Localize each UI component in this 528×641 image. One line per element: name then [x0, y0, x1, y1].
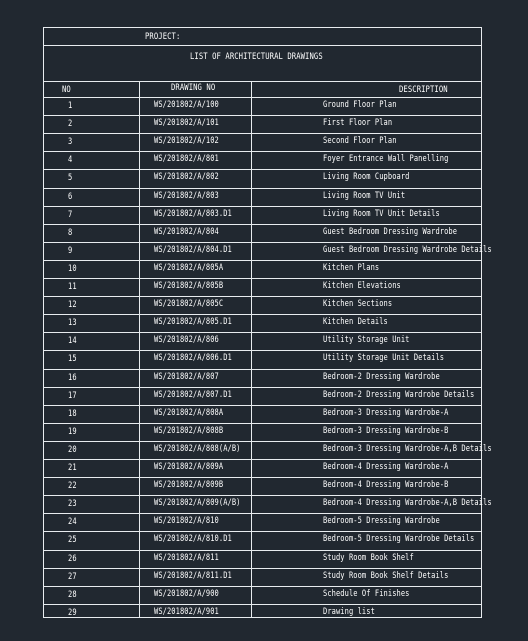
- drawing-number: WS/201802/A/807: [154, 371, 219, 382]
- row-number: 1: [68, 101, 73, 111]
- drawing-number: WS/201802/A/809(A/B): [154, 498, 241, 509]
- drawing-number: WS/201802/A/802: [154, 172, 219, 183]
- drawing-description: Drawing list: [323, 606, 375, 617]
- table-row: [44, 133, 481, 151]
- drawing-number: WS/201802/A/811.D1: [154, 570, 232, 581]
- table-row: [44, 350, 481, 368]
- drawing-description: Bedroom-3 Dressing Wardrobe-B: [323, 425, 449, 436]
- drawing-number: WS/201802/A/804: [154, 226, 219, 237]
- table-row: [44, 169, 481, 187]
- drawing-description: Utility Storage Unit Details: [323, 353, 445, 364]
- table-row: [44, 242, 492, 260]
- drawing-number: WS/201802/A/810.D1: [154, 534, 232, 545]
- row-number: 24: [68, 517, 77, 528]
- drawing-description: Bedroom-4 Dressing Wardrobe-B: [323, 480, 449, 491]
- table-row: [44, 278, 481, 296]
- drawing-description: Guest Bedroom Dressing Wardrobe Details: [323, 244, 492, 255]
- header-divider: [44, 45, 481, 46]
- drawing-description: Foyer Entrance Wall Panelling: [323, 154, 449, 165]
- column-header-description: DESCRIPTION: [399, 85, 448, 95]
- drawing-description: Bedroom-5 Dressing Wardrobe Details: [323, 534, 475, 545]
- row-number: 3: [68, 137, 73, 148]
- row-number: 10: [68, 263, 77, 274]
- row-number: 16: [68, 372, 77, 383]
- row-number: 20: [68, 444, 77, 455]
- drawing-number: WS/201802/A/900: [154, 588, 219, 599]
- table-row: [44, 423, 481, 441]
- row-number: 9: [68, 245, 73, 256]
- table-row: [44, 224, 481, 242]
- drawing-number: WS/201802/A/806.D1: [154, 353, 232, 364]
- drawing-description: Bedroom-3 Dressing Wardrobe-A,B Details: [323, 443, 492, 454]
- table-row: [44, 97, 481, 115]
- drawing-number: WS/201802/A/901: [154, 606, 219, 617]
- row-number: 22: [68, 481, 77, 492]
- drawing-description: Schedule Of Finishes: [323, 588, 410, 599]
- drawing-number: WS/201802/A/102: [154, 136, 219, 147]
- drawing-number: WS/201802/A/810: [154, 516, 219, 527]
- row-number: 15: [68, 354, 77, 365]
- row-number: 13: [68, 318, 77, 329]
- drawing-number: WS/201802/A/808B: [154, 425, 224, 436]
- table-row: [44, 495, 492, 513]
- drawing-number: WS/201802/A/811: [154, 552, 219, 563]
- drawing-description: Kitchen Sections: [323, 299, 393, 310]
- table-row: [44, 206, 481, 224]
- table-row: [44, 568, 481, 586]
- row-number: 14: [68, 336, 77, 347]
- table-row: [44, 115, 481, 133]
- drawing-number: WS/201802/A/806: [154, 335, 219, 346]
- column-header-no: NO: [62, 85, 71, 95]
- row-number: 17: [68, 390, 77, 401]
- table-row: [44, 604, 481, 622]
- drawing-description: Living Room TV Unit: [323, 190, 406, 201]
- drawing-description: Bedroom-2 Dressing Wardrobe Details: [323, 389, 475, 400]
- drawing-number: WS/201802/A/805A: [154, 262, 224, 273]
- drawing-number: WS/201802/A/804.D1: [154, 244, 232, 255]
- row-number: 11: [68, 282, 77, 292]
- drawing-number: WS/201802/A/805B: [154, 281, 224, 291]
- table-row: [44, 459, 481, 477]
- drawing-description: Study Room Book Shelf: [323, 552, 414, 563]
- table-row: [44, 369, 481, 387]
- drawing-description: Living Room TV Unit Details: [323, 208, 440, 219]
- row-number: 26: [68, 553, 77, 564]
- row-number: 29: [68, 607, 77, 618]
- drawing-number: WS/201802/A/803.D1: [154, 208, 232, 219]
- row-number: 27: [68, 571, 77, 582]
- header-divider: [44, 81, 481, 82]
- row-number: 19: [68, 426, 77, 437]
- drawing-description: Kitchen Plans: [323, 262, 380, 273]
- drawing-number: WS/201802/A/803: [154, 190, 219, 201]
- row-number: 6: [68, 191, 73, 202]
- row-number: 23: [68, 499, 77, 510]
- table-row: [44, 513, 481, 531]
- row-number: 21: [68, 463, 77, 473]
- table-row: [44, 296, 481, 314]
- drawing-number: WS/201802/A/809B: [154, 480, 224, 491]
- table-row: [44, 332, 481, 350]
- row-number: 28: [68, 589, 77, 600]
- drawing-description: Study Room Book Shelf Details: [323, 570, 449, 581]
- drawing-number: WS/201802/A/805C: [154, 299, 224, 310]
- row-number: 4: [68, 155, 73, 166]
- table-row: [44, 586, 481, 604]
- table-row: [44, 477, 481, 495]
- drawing-description: Utility Storage Unit: [323, 335, 410, 346]
- drawing-number: WS/201802/A/805.D1: [154, 317, 232, 328]
- page-title: LIST OF ARCHITECTURAL DRAWINGS: [190, 52, 323, 62]
- drawing-number: WS/201802/A/809A: [154, 462, 224, 472]
- table-row: [44, 314, 481, 332]
- drawing-description: Second Floor Plan: [323, 136, 397, 147]
- drawing-description: First Floor Plan: [323, 118, 393, 129]
- drawing-description: Kitchen Details: [323, 317, 388, 328]
- drawing-number: WS/201802/A/101: [154, 118, 219, 129]
- drawing-description: Bedroom-4 Dressing Wardrobe-A: [323, 462, 449, 472]
- row-number: 12: [68, 300, 77, 311]
- table-row: [44, 550, 481, 568]
- drawing-description: Bedroom-3 Dressing Wardrobe-A: [323, 407, 449, 418]
- drawing-number: WS/201802/A/801: [154, 154, 219, 165]
- table-row: [44, 405, 481, 423]
- drawing-description: Guest Bedroom Dressing Wardrobe: [323, 226, 458, 237]
- table-row: [44, 531, 481, 549]
- project-label: PROJECT:: [145, 32, 181, 42]
- drawing-number: WS/201802/A/808(A/B): [154, 443, 241, 454]
- drawing-description: Ground Floor Plan: [323, 100, 397, 110]
- table-row: [44, 151, 481, 169]
- table-row: [44, 260, 481, 278]
- row-number: 2: [68, 119, 73, 130]
- drawing-number: WS/201802/A/808A: [154, 407, 224, 418]
- row-number: 8: [68, 227, 73, 238]
- drawing-description: Bedroom-5 Dressing Wardrobe: [323, 516, 440, 527]
- drawing-sheet: [43, 27, 492, 618]
- drawing-description: Living Room Cupboard: [323, 172, 410, 183]
- table-row: [44, 188, 481, 206]
- row-number: 7: [68, 209, 73, 220]
- row-number: 25: [68, 535, 77, 546]
- row-number: 5: [68, 173, 73, 184]
- table-row: [44, 387, 481, 405]
- column-header-drawing-no: DRAWING NO: [171, 83, 216, 93]
- row-number: 18: [68, 408, 77, 419]
- drawing-number: WS/201802/A/100: [154, 100, 219, 110]
- drawing-description: Kitchen Elevations: [323, 281, 401, 291]
- drawing-description: Bedroom-4 Dressing Wardrobe-A,B Details: [323, 498, 492, 509]
- drawing-number: WS/201802/A/807.D1: [154, 389, 232, 400]
- drawing-description: Bedroom-2 Dressing Wardrobe: [323, 371, 440, 382]
- table-row: [44, 441, 492, 459]
